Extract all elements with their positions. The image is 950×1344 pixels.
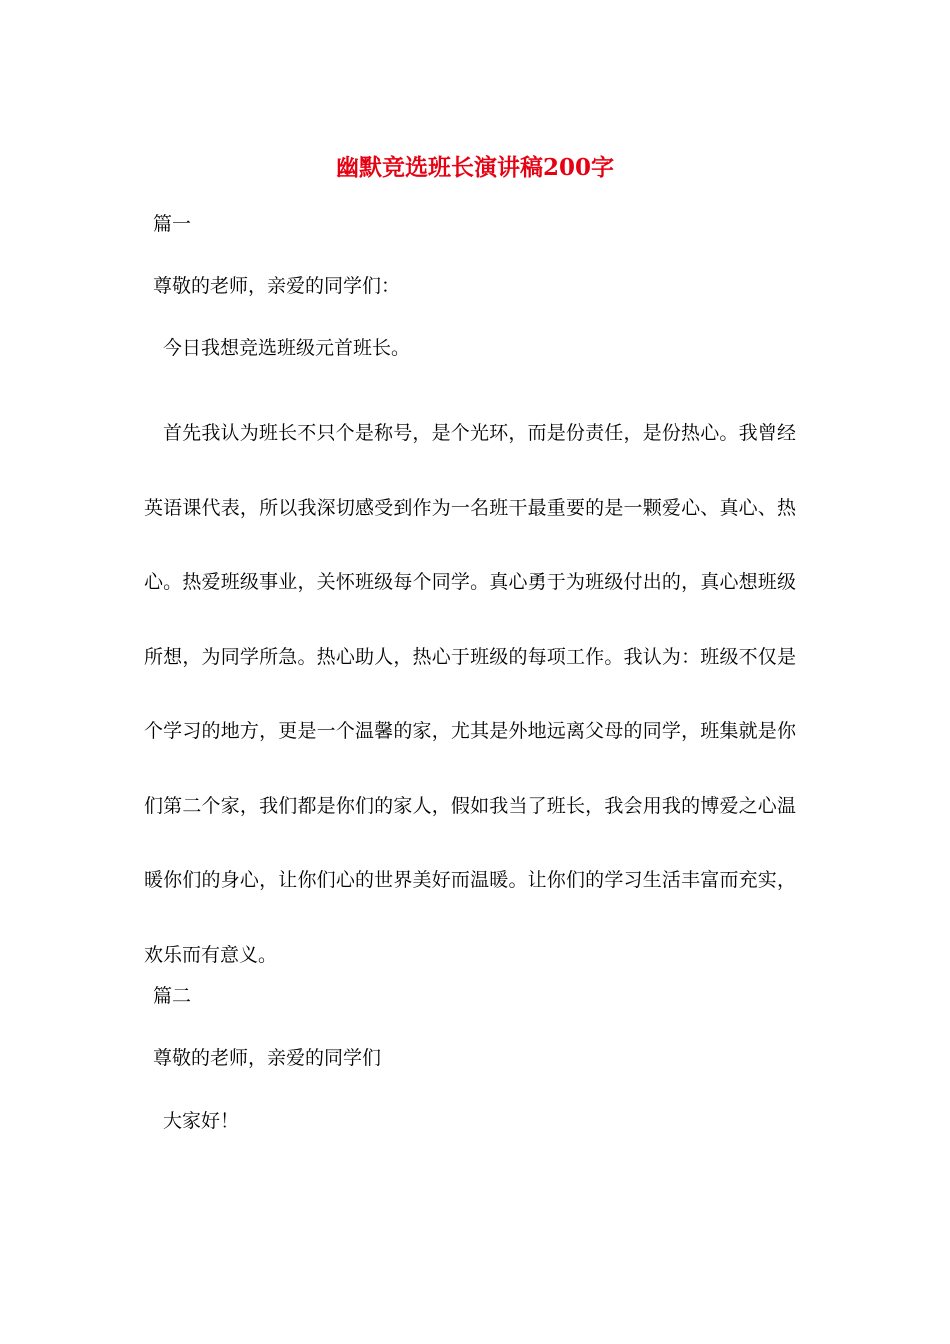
opening-part2: 大家好！ [163,1110,240,1132]
greeting-part2: 尊敬的老师，亲爱的同学们 [153,1047,382,1069]
paragraph-line: 个学习的地方，更是一个温馨的家，尤其是外地远离父母的同学，班集就是你 [144,720,796,742]
body-paragraph-part1 [144,396,796,992]
paragraph-line: 英语课代表，所以我深切感受到作为一名班干最重要的是一颗爱心、真心、热 [144,496,796,519]
paragraph-line: 心。热爱班级事业，关怀班级每个同学。真心勇于为班级付出的，真心想班级 [144,571,796,593]
paragraph-line: 所想，为同学所急。热心助人，热心于班级的每项工作。我认为：班级不仅是 [144,645,796,668]
section-label-part2: 篇二 [153,985,192,1007]
document-title: 幽默竞选班长演讲稿200字 [335,154,614,181]
paragraph-line: 暖你们的身心，让你们心的世界美好而温暖。让你们的学习生活丰富而充实， [144,869,796,891]
paragraph-line: 首先我认为班长不只个是称号，是个光环，而是份责任，是份热心。我曾经 [163,422,796,444]
paragraph-line: 们第二个家，我们都是你们的家人，假如我当了班长，我会用我的博爱之心温 [144,794,796,817]
intro-part1: 今日我想竞选班级元首班长。 [163,337,411,359]
greeting-part1: 尊敬的老师，亲爱的同学们： [153,275,401,297]
section-label-part1: 篇一 [153,213,192,235]
paragraph-line: 欢乐而有意义。 [144,943,278,966]
